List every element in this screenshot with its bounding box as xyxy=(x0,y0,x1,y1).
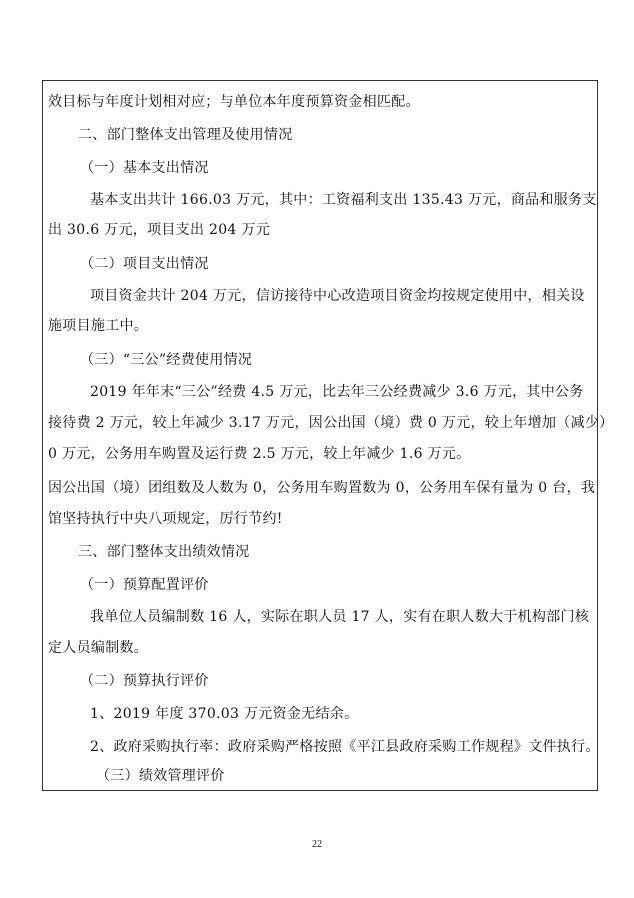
page-number: 22 xyxy=(312,839,322,850)
text-line-basic-2: 出 30.6 万元，项目支出 204 万元 xyxy=(48,222,270,238)
text-line-budget-exec-1: 1、2019 年度 370.03 万元资金无结余。 xyxy=(90,706,359,722)
text-line-three-public-4: 因公出国（境）团组数及人数为 0，公务用车购置数为 0，公务用车保有量为 0 台，我 xyxy=(48,480,596,496)
subsection-heading-project: （二）项目支出情况 xyxy=(80,256,209,272)
text-line-basic-1: 基本支出共计 166.03 万元，其中：工资福利支出 135.43 万元，商品和服务支 xyxy=(90,192,597,208)
text-line-project-2: 施项目施工中。 xyxy=(48,318,149,334)
subsection-heading-basic: （一）基本支出情况 xyxy=(80,160,209,176)
text-line-budget-config-2: 定人员编制数。 xyxy=(48,640,149,656)
subsection-heading-performance: （三）绩效管理评价 xyxy=(96,768,225,784)
text-line-project-1: 项目资金共计 204 万元，信访接待中心改造项目资金均按规定使用中，相关设 xyxy=(90,288,585,304)
text-line-three-public-3: 0 万元，公务用车购置及运行费 2.5 万元，较上年减少 1.6 万元。 xyxy=(48,446,471,462)
section-heading-2: 二、部门整体支出管理及使用情况 xyxy=(78,127,293,143)
text-line-budget-exec-2: 2、政府采购执行率：政府采购严格按照《平江县政府采购工作规程》文件执行。 xyxy=(90,739,600,755)
text-line-three-public-5: 馆坚持执行中央八项规定，厉行节约! xyxy=(48,511,283,527)
subsection-heading-budget-exec: （二）预算执行评价 xyxy=(80,673,209,689)
section-heading-3: 三、部门整体支出绩效情况 xyxy=(78,544,250,560)
text-line-three-public-1: 2019 年年末“三公”经费 4.5 万元，比去年三公经费减少 3.6 万元，其中公务 xyxy=(90,384,584,400)
subsection-heading-three-public: （三）“三公”经费使用情况 xyxy=(80,352,253,368)
text-line-1: 效目标与年度计划相对应；与单位本年度预算资金相匹配。 xyxy=(48,94,420,110)
text-line-budget-config-1: 我单位人员编制数 16 人，实际在职人员 17 人，实有在职人数大于机构部门核 xyxy=(90,609,590,625)
text-line-three-public-2: 接待费 2 万元，较上年减少 3.17 万元，因公出国（境）费 0 万元，较上年增加（减少） xyxy=(48,415,614,431)
subsection-heading-budget-config: （一）预算配置评价 xyxy=(80,577,209,593)
